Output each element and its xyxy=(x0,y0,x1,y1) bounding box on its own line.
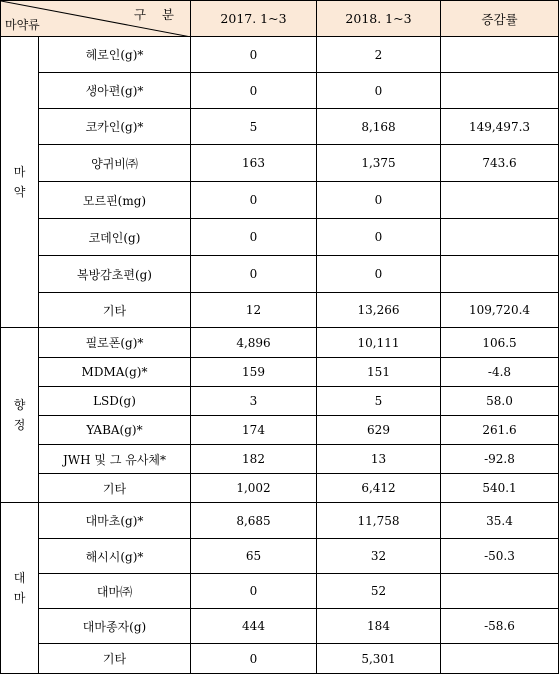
item-name-cell: 코카인(g)* xyxy=(39,109,191,145)
value-2017-cell: 444 xyxy=(191,609,317,644)
change-rate-cell: -92.8 xyxy=(441,445,559,474)
table-row xyxy=(1,293,559,328)
group-label xyxy=(1,503,39,674)
value-2018-cell: 6,412 xyxy=(317,474,441,503)
change-rate-cell xyxy=(441,219,559,256)
item-name-cell: 기타 xyxy=(39,293,191,328)
value-2018-cell: 11,758 xyxy=(317,503,441,539)
header-row xyxy=(1,1,559,37)
change-rate-cell xyxy=(441,182,559,219)
value-2018-cell: 52 xyxy=(317,574,441,609)
group-label-char: 정 xyxy=(13,418,26,432)
value-2018-cell: 2 xyxy=(317,37,441,73)
value-2017-cell: 0 xyxy=(191,37,317,73)
table-row xyxy=(1,182,559,219)
table-row xyxy=(1,574,559,609)
table-row xyxy=(1,37,559,73)
table-row xyxy=(1,503,559,539)
item-name-cell: 양귀비㈜ xyxy=(39,145,191,182)
value-2018-cell: 5 xyxy=(317,387,441,416)
item-name-cell: 대마초(g)* xyxy=(39,503,191,539)
value-2018-cell: 32 xyxy=(317,539,441,574)
table-row xyxy=(1,73,559,109)
group-label-char: 약 xyxy=(13,185,26,199)
change-rate-cell xyxy=(441,37,559,73)
value-2018-cell: 151 xyxy=(317,358,441,387)
value-2017-cell: 182 xyxy=(191,445,317,474)
value-2017-cell: 1,002 xyxy=(191,474,317,503)
value-2017-cell: 174 xyxy=(191,416,317,445)
item-name-cell: JWH 및 그 유사체* xyxy=(39,445,191,474)
header-2017: 2017. 1~3 xyxy=(191,1,317,37)
table-row xyxy=(1,328,559,358)
item-name-cell: 기타 xyxy=(39,644,191,674)
table-row xyxy=(1,474,559,503)
table-row xyxy=(1,358,559,387)
value-2017-cell: 65 xyxy=(191,539,317,574)
value-2017-cell: 159 xyxy=(191,358,317,387)
group-label-char: 마 xyxy=(13,591,26,605)
group-label-char: 대 xyxy=(13,571,26,585)
value-2017-cell: 12 xyxy=(191,293,317,328)
change-rate-cell: 540.1 xyxy=(441,474,559,503)
change-rate-cell: -4.8 xyxy=(441,358,559,387)
value-2018-cell: 184 xyxy=(317,609,441,644)
value-2018-cell: 10,111 xyxy=(317,328,441,358)
change-rate-cell xyxy=(441,574,559,609)
header-category-label: 구 분 xyxy=(133,7,180,22)
value-2017-cell: 0 xyxy=(191,644,317,674)
value-2017-cell: 0 xyxy=(191,73,317,109)
value-2018-cell: 0 xyxy=(317,219,441,256)
value-2018-cell: 0 xyxy=(317,256,441,293)
item-name-cell: MDMA(g)* xyxy=(39,358,191,387)
value-2017-cell: 0 xyxy=(191,219,317,256)
item-name-cell: 복방감초편(g) xyxy=(39,256,191,293)
change-rate-cell: 743.6 xyxy=(441,145,559,182)
item-name-cell: 대마종자(g) xyxy=(39,609,191,644)
table-row xyxy=(1,387,559,416)
value-2018-cell: 8,168 xyxy=(317,109,441,145)
item-name-cell: 코데인(g) xyxy=(39,219,191,256)
table-row xyxy=(1,644,559,674)
value-2017-cell: 0 xyxy=(191,574,317,609)
table-row xyxy=(1,609,559,644)
change-rate-cell: -58.6 xyxy=(441,609,559,644)
item-name-cell: LSD(g) xyxy=(39,387,191,416)
change-rate-cell xyxy=(441,256,559,293)
value-2018-cell: 13 xyxy=(317,445,441,474)
item-name-cell: 헤로인(g)* xyxy=(39,37,191,73)
value-2017-cell: 8,685 xyxy=(191,503,317,539)
change-rate-cell: 106.5 xyxy=(441,328,559,358)
header-change-rate: 증감률 xyxy=(441,1,559,37)
table-row xyxy=(1,109,559,145)
group-label-char: 향 xyxy=(13,398,26,412)
value-2017-cell: 5 xyxy=(191,109,317,145)
item-name-cell: 생아편(g)* xyxy=(39,73,191,109)
header-drug-type-label: 마약류 xyxy=(5,18,40,32)
header-corner-cell xyxy=(1,1,191,37)
value-2017-cell: 0 xyxy=(191,182,317,219)
item-name-cell: 기타 xyxy=(39,474,191,503)
value-2017-cell: 3 xyxy=(191,387,317,416)
group-label-char: 마 xyxy=(13,165,26,179)
table-row xyxy=(1,145,559,182)
item-name-cell: 해시시(g)* xyxy=(39,539,191,574)
value-2018-cell: 0 xyxy=(317,73,441,109)
value-2017-cell: 0 xyxy=(191,256,317,293)
table-row xyxy=(1,256,559,293)
value-2017-cell: 4,896 xyxy=(191,328,317,358)
change-rate-cell: 149,497.3 xyxy=(441,109,559,145)
value-2018-cell: 13,266 xyxy=(317,293,441,328)
change-rate-cell: -50.3 xyxy=(441,539,559,574)
item-name-cell: YABA(g)* xyxy=(39,416,191,445)
table-row xyxy=(1,539,559,574)
change-rate-cell: 35.4 xyxy=(441,503,559,539)
group-label xyxy=(1,328,39,503)
item-name-cell: 대마㈜ xyxy=(39,574,191,609)
change-rate-cell: 109,720.4 xyxy=(441,293,559,328)
header-2018: 2018. 1~3 xyxy=(317,1,441,37)
table-row xyxy=(1,219,559,256)
change-rate-cell: 261.6 xyxy=(441,416,559,445)
group-label xyxy=(1,37,39,328)
change-rate-cell: 58.0 xyxy=(441,387,559,416)
item-name-cell: 모르핀(mg) xyxy=(39,182,191,219)
table-row xyxy=(1,416,559,445)
value-2018-cell: 1,375 xyxy=(317,145,441,182)
change-rate-cell xyxy=(441,644,559,674)
value-2018-cell: 5,301 xyxy=(317,644,441,674)
table-row xyxy=(1,445,559,474)
value-2017-cell: 163 xyxy=(191,145,317,182)
change-rate-cell xyxy=(441,73,559,109)
item-name-cell: 필로폰(g)* xyxy=(39,328,191,358)
value-2018-cell: 629 xyxy=(317,416,441,445)
value-2018-cell: 0 xyxy=(317,182,441,219)
